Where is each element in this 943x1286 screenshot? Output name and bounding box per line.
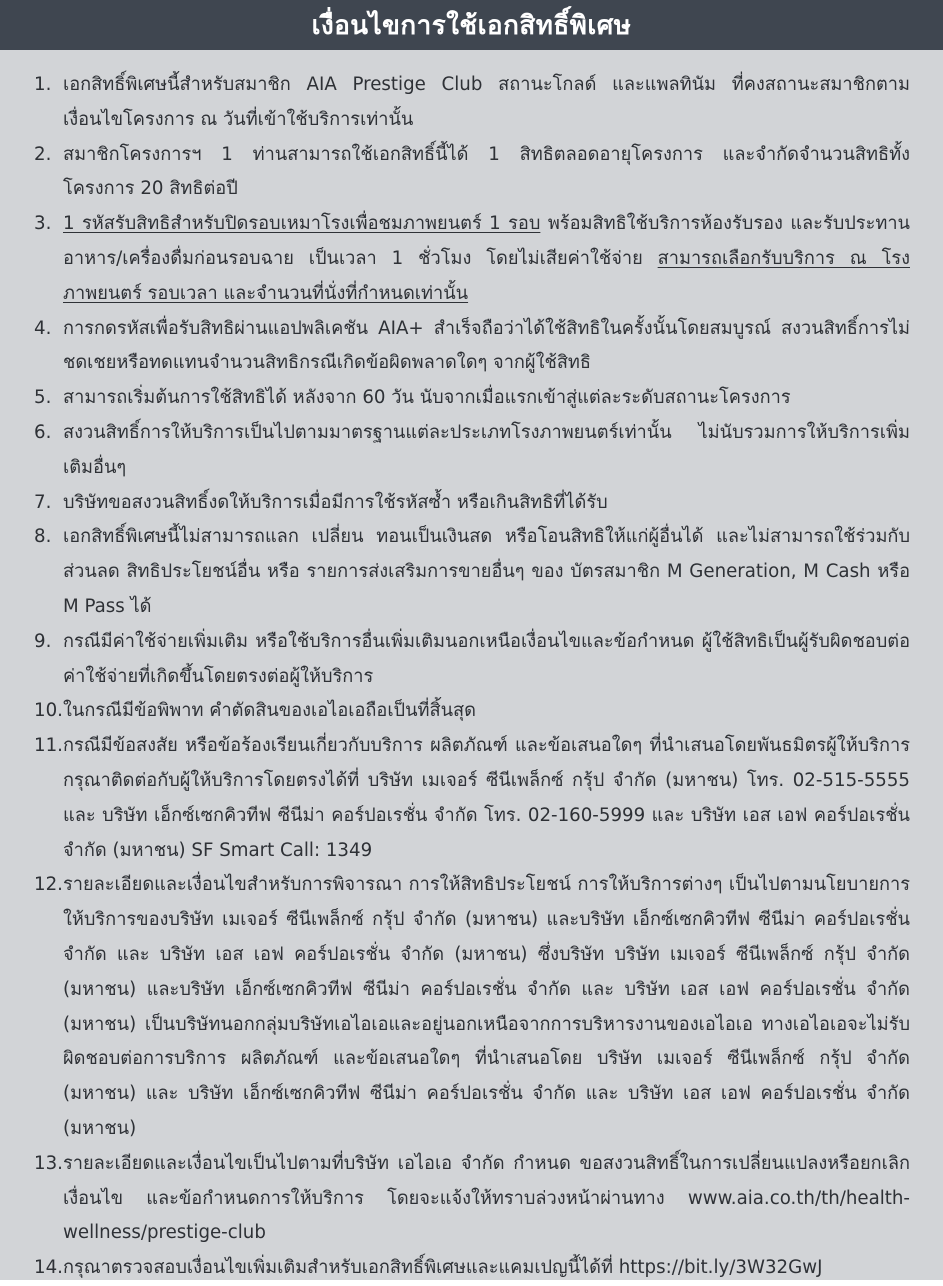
term-plain-text: พร้อมสิทธิใช้บริการห้องรับรอง และรับประทานอาหาร/เครื่องดื่มก่อนรอบฉาย เป็นเวลา 1 ชั่วโมง โดยไม่เสียค่าใช้จ่าย (63, 213, 910, 269)
term-text: สงวนสิทธิ์การให้บริการเป็นไปตามมาตรฐานแต่ละประเภทโรงภาพยนตร์เท่านั้น ไม่นับรวมการให้บริการเพิ่มเติมอื่นๆ (63, 421, 910, 478)
term-text: กรณีมีข้อสงสัย หรือข้อร้องเรียนเกี่ยวกับบริการ ผลิตภัณฑ์ และข้อเสนอใดๆ ที่นำเสนอโดยพันธมิตรผู้ให้บริการ กรุณาติดต่อกับผู้ให้บริการโดยตรงได้ที่ บริษัท เมเจอร์ ซีนีเพล็กซ์ กรุ้ป จำกัด (มหาชน) โทร. 02-515-5555 และ บริษัท เอ็กซ์เซกคิวทีฟ ซีนีม่า คอร์ปอเรชั่น จำกัด โทร. 02-160-5999 และ บริษัท เอส เอฟ คอร์ปอเรชั่น จำกัด (มหาชน) SF Smart Call: 1349 (63, 735, 910, 861)
term-number: 12. (34, 874, 63, 896)
term-number: 9. (34, 630, 52, 652)
term-text: บริษัทขอสงวนสิทธิ์งดให้บริการเมื่อมีการใช้รหัสซ้ำ หรือเกินสิทธิที่ได้รับ (63, 491, 608, 513)
term-number: 3. (34, 213, 52, 235)
term-number: 4. (34, 317, 52, 339)
term-item-2 (34, 138, 910, 208)
term-number: 10. (34, 700, 63, 722)
term-number: 11. (34, 735, 63, 757)
term-number: 5. (34, 387, 52, 409)
term-text: สามารถเริ่มต้นการใช้สิทธิได้ หลังจาก 60 วัน นับจากเมื่อแรกเข้าสู่แต่ละระดับสถานะโครงการ (63, 387, 791, 409)
term-item-4 (34, 312, 910, 382)
term-number: 2. (34, 143, 52, 165)
term-underlined-text: สามารถเลือกรับบริการ ณ โรงภาพยนตร์ รอบเวลา และจำนวนที่นั่งที่กำหนดเท่านั้น (63, 247, 910, 304)
term-text (63, 207, 910, 311)
term-number: 6. (34, 421, 52, 443)
term-number: 8. (34, 526, 52, 548)
term-item-14 (34, 1251, 910, 1286)
term-item-13 (34, 1147, 910, 1251)
header-bar (0, 0, 943, 50)
terms-list (34, 68, 910, 1286)
term-text: รายละเอียดและเงื่อนไขสำหรับการพิจารณา การให้สิทธิประโยชน์ การให้บริการต่างๆ เป็นไปตามนโยบายการให้บริการของบริษัท เมเจอร์ ซีนีเพล็กซ์ กรุ้ป จำกัด (มหาชน) และบริษัท เอ็กซ์เซกคิวทีฟ ซีนีม่า คอร์ปอเรชั่น จำกัด และ บริษัท เอส เอฟ คอร์ปอเรชั่น จำกัด (มหาชน) ซึ่งบริษัท บริษัท เมเจอร์ ซีนีเพล็กซ์ กรุ้ป จำกัด (มหาชน) และบริษัท เอ็กซ์เซกคิวทีฟ ซีนีม่า คอร์ปอเรชั่น จำกัด และ บริษัท เอส เอฟ คอร์ปอเรชั่น จำกัด (มหาชน) เป็นบริษัทนอกกลุ่มบริษัทเอไอเอและอยู่นอกเหนือจากการบริหารงานของเอไอเอ ทางเอไอเอจะไม่รับผิดชอบต่อการบริการ ผลิตภัณฑ์ และข้อเสนอใดๆ ที่นำเสนอโดย บริษัท เมเจอร์ ซีนีเพล็กซ์ กรุ้ป จำกัด (มหาชน) และ บริษัท เอ็กซ์เซกคิวทีฟ ซีนีม่า คอร์ปอเรชั่น จำกัด และ บริษัท เอส เอฟ คอร์ปอเรชั่น จำกัด (มหาชน) (63, 874, 910, 1139)
term-item-10 (34, 694, 910, 729)
term-text: ในกรณีมีข้อพิพาท คำตัดสินของเอไอเอถือเป็นที่สิ้นสุด (63, 700, 476, 722)
term-item-8 (34, 520, 910, 624)
term-item-9 (34, 625, 910, 695)
term-item-12 (34, 868, 910, 1146)
term-number: 14. (34, 1257, 63, 1279)
term-number: 7. (34, 491, 52, 513)
term-text: เอกสิทธิ์พิเศษนี้ไม่สามารถแลก เปลี่ยน ทอนเป็นเงินสด หรือโอนสิทธิให้แก่ผู้อื่นได้ และไม่สามารถใช้ร่วมกับส่วนลด สิทธิประโยชน์อื่น หรือ รายการส่งเสริมการขายอื่นๆ ของ บัตรสมาชิก M Generation, M Cash หรือ M Pass ได้ (63, 526, 910, 617)
page-title: เงื่อนไขการใช้เอกสิทธิ์พิเศษ (311, 10, 632, 41)
term-text: รายละเอียดและเงื่อนไขเป็นไปตามที่บริษัท เอไอเอ จำกัด กำหนด ขอสงวนสิทธิ์ในการเปลี่ยนแปลงหรือยกเลิกเงื่อนไข และข้อกำหนดการให้บริการ โดยจะแจ้งให้ทราบล่วงหน้าผ่านทาง www.aia.co.th/th/health-wellness/prestige-club (63, 1152, 910, 1244)
term-text: กรุณาตรวจสอบเงื่อนไขเพิ่มเติมสำหรับเอกสิทธิ์พิเศษและแคมเปญนี้ได้ที่ https://bit.ly/3W32GwJ (63, 1257, 823, 1279)
term-number: 1. (34, 74, 52, 95)
term-text: กรณีมีค่าใช้จ่ายเพิ่มเติม หรือใช้บริการอื่นเพิ่มเติมนอกเหนือเงื่อนไขและข้อกำหนด ผู้ใช้สิทธิเป็นผู้รับผิดชอบต่อค่าใช้จ่ายที่เกิดขึ้นโดยตรงต่อผู้ให้บริการ (63, 630, 910, 687)
term-item-1 (34, 68, 910, 138)
term-text: สมาชิกโครงการฯ 1 ท่านสามารถใช้เอกสิทธิ์นี้ได้ 1 สิทธิตลอดอายุโครงการ และจำกัดจำนวนสิทธิทั้งโครงการ 20 สิทธิต่อปี (63, 143, 910, 200)
term-item-7 (34, 486, 910, 521)
term-underlined-text: 1 รหัสรับสิทธิสำหรับปิดรอบเหมาโรงเพื่อชมภาพยนตร์ 1 รอบ (63, 213, 541, 235)
term-item-6 (34, 416, 910, 486)
term-item-3 (34, 207, 910, 311)
term-text: การกดรหัสเพื่อรับสิทธิผ่านแอปพลิเคชัน AIA+ สำเร็จถือว่าได้ใช้สิทธิในครั้งนั้นโดยสมบูรณ์ สงวนสิทธิ์การไม่ชดเชยหรือทดแทนจำนวนสิทธิกรณีเกิดข้อผิดพลาดใดๆ จากผู้ใช้สิทธิ (63, 317, 910, 374)
term-text: เอกสิทธิ์พิเศษนี้สำหรับสมาชิก AIA Prestige Club สถานะโกลด์ และแพลทินัม ที่คงสถานะสมาชิกตามเงื่อนไขโครงการ ณ วันที่เข้าใช้บริการเท่านั้น (63, 74, 910, 130)
term-number: 13. (34, 1152, 63, 1174)
term-item-11 (34, 729, 910, 868)
term-item-5 (34, 381, 910, 416)
